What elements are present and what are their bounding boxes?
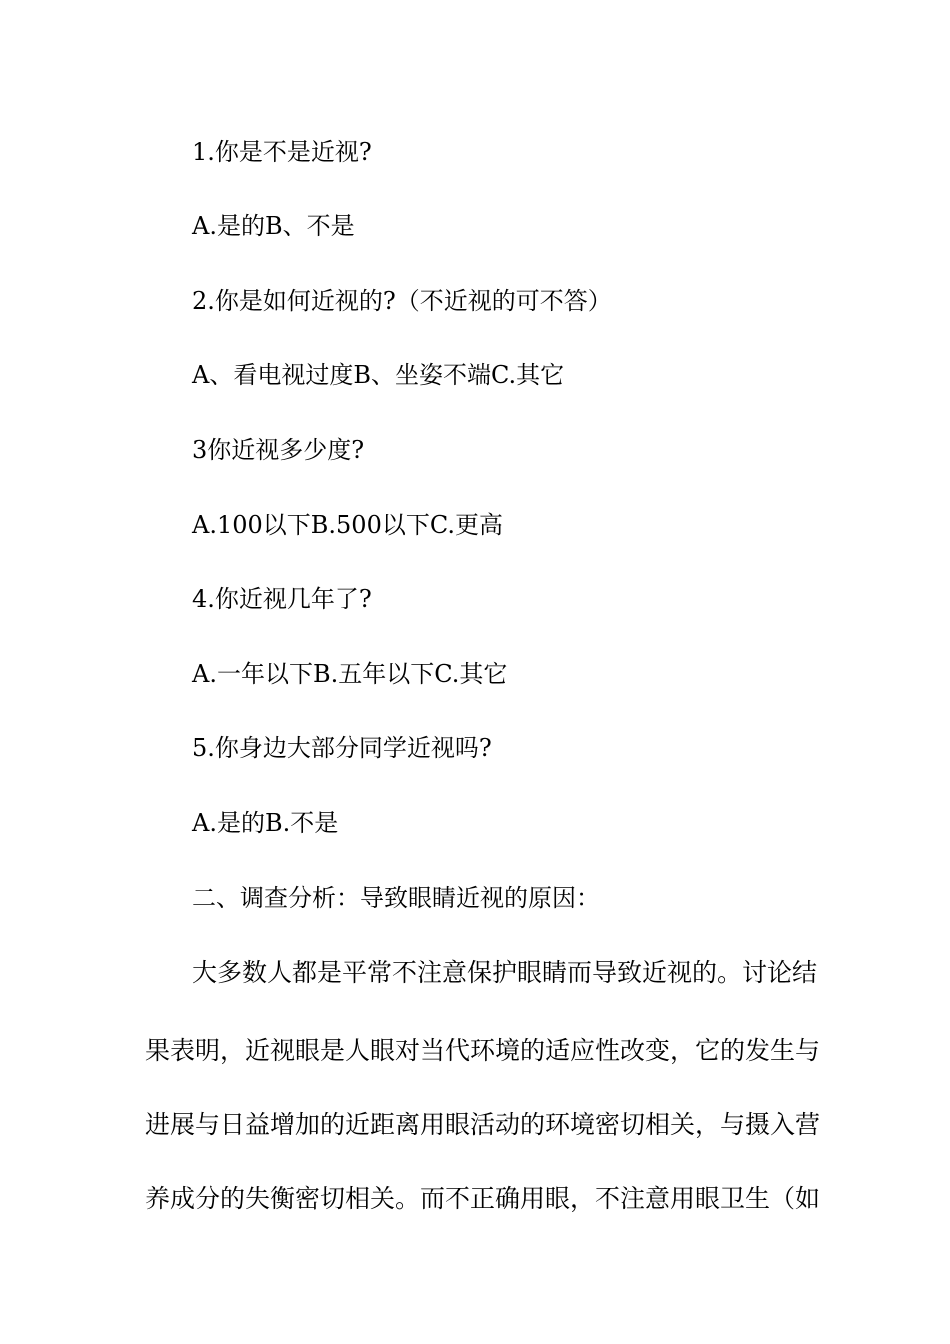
analysis-paragraph-line-4	[145, 1184, 821, 1214]
analysis-paragraph-line-2	[145, 1036, 821, 1066]
question-2-options: A、看电视过度B、坐姿不端C.其它	[192, 361, 565, 389]
paragraph-text: 养成分的失衡密切相关。而不正确用眼，不注意用眼卫生（如	[145, 1184, 821, 1213]
question-2: 2.你是如何近视的?（不近视的可不答）	[192, 287, 612, 315]
question-1-options: A.是的B、不是	[192, 212, 355, 240]
question-3-options: A.100以下B.500以下C.更高	[192, 511, 503, 539]
question-3: 3你近视多少度?	[192, 436, 365, 464]
question-5: 5.你身边大部分同学近视吗?	[192, 734, 492, 762]
analysis-paragraph-line-1	[145, 958, 818, 988]
analysis-paragraph-line-3	[145, 1110, 821, 1140]
question-5-options: A.是的B.不是	[192, 809, 339, 837]
paragraph-text: 进展与日益增加的近距离用眼活动的环境密切相关，与摄入营	[145, 1110, 821, 1139]
question-4: 4.你近视几年了?	[192, 585, 372, 613]
question-1: 1.你是不是近视?	[192, 138, 372, 166]
paragraph-text: 果表明，近视眼是人眼对当代环境的适应性改变，它的发生与	[145, 1036, 821, 1065]
paragraph-text: 大多数人都是平常不注意保护眼睛而导致近视的。讨论结	[192, 958, 818, 987]
section-heading: 二、调查分析：导致眼睛近视的原因：	[192, 884, 600, 912]
question-4-options: A.一年以下B.五年以下C.其它	[192, 660, 508, 688]
